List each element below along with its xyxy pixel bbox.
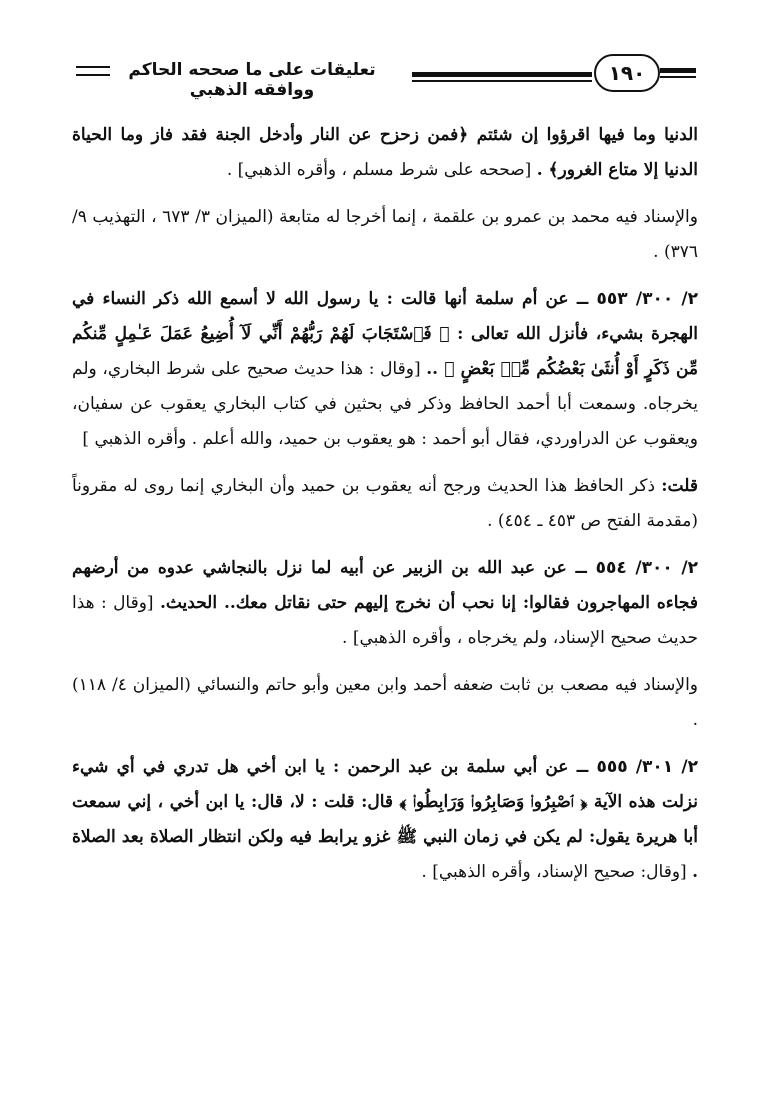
hadith-number: ٢/ ٣٠٠/ ٥٥٣ ــ (576, 289, 698, 309)
commentary-label: قلت: (661, 476, 698, 496)
paragraph (72, 750, 698, 890)
hadith-text: الدنيا وما فيها اقرؤوا إن شئتم ﴿فمن زحزح عن النار وأدخل الجنة فقد فاز وما الحياة الدنيا إلا متاع الغرور﴾ . (72, 125, 698, 180)
grading-note: [وقال : هذا حديث صحيح على شرط البخاري، ولم يخرجاه. وسمعت أبا أحمد الحافظ وذكر في بحثين في كتاب البخاري يعقوب عن سفيان، ويعقوب عن الدراوردي، فقال أبو أحمد : هو يعقوب بن حميد، والله أعلم . وأقره الذهبي ] (72, 359, 698, 449)
hadith-text: عن أبي سلمة بن عبد الرحمن : يا ابن أخي هل تدري في أي شيء نزلت هذه الآية ﴿ ٱصْبِرُوا۟ وَصَابِرُوا۟ وَرَابِطُوا۟ ﴾ قال: قلت : لا، قال: يا ابن أخي ، إني سمعت أبا هريرة يقول: لم يكن في زمان النبي ﷺ غزو يرابط فيه ولكن انتظار الصلاة بعد الصلاة . (72, 757, 698, 882)
paragraph (72, 282, 698, 457)
book-title: تعليقات على ما صححه الحاكم ووافقه الذهبي (128, 60, 376, 100)
page-header (76, 52, 696, 98)
hadith-text: عن عبد الله بن الزبير عن أبيه لما نزل بالنجاشي عدوه من أرضهم فجاءه المهاجرون فقالوا: إنا نحب أن نخرج إليهم حتى نقاتل معك.. الحديث. (72, 558, 698, 613)
grading-note: [وقال : هذا حديث صحيح الإسناد، ولم يخرجاه ، وأقره الذهبي] . (72, 593, 698, 648)
header-rule (660, 76, 696, 78)
paragraph (72, 469, 698, 539)
paragraph (72, 118, 698, 188)
grading-note: [صححه على شرط مسلم ، وأقره الذهبي] . (226, 160, 537, 180)
paragraph (72, 551, 698, 656)
header-rule (660, 68, 696, 73)
page-number: ١٩٠ (594, 54, 660, 92)
commentary: والإسناد فيه محمد بن عمرو بن علقمة ، إنما أخرجا له متابعة (الميزان ٣/ ٦٧٣ ، التهذيب ٩/ ٣٧٦) . (72, 207, 698, 262)
hadith-text: عن أم سلمة أنها قالت : يا رسول الله لا أسمع الله ذكر النساء في الهجرة بشيء، فأنزل الله تعالى : ﴿ فَٱسْتَجَابَ لَهُمْ رَبُّهُمْ أَنِّي لَآ أُضِيعُ عَمَلَ عَـٰمِلٍ مِّنكُم مِّن ذَكَرٍ أَوْ أُنثَىٰ بَعْضُكُم مِّنۢ بَعْضٍ ﴾ .. (72, 289, 698, 379)
paragraph (72, 668, 698, 738)
commentary: ذكر الحافظ هذا الحديث ورجح أنه يعقوب بن حميد وأن البخاري إنما روى له مقروناً (مقدمة الفتح ص ٤٥٣ ـ ٤٥٤) . (72, 476, 698, 531)
grading-note: [وقال: صحيح الإسناد، وأقره الذهبي] . (421, 862, 693, 882)
page-body (72, 118, 698, 902)
commentary: والإسناد فيه مصعب بن ثابت ضعفه أحمد وابن معين وأبو حاتم والنسائي (الميزان ٤/ ١١٨) . (72, 675, 698, 730)
header-rule (412, 72, 592, 77)
hadith-number: ٢/ ٣٠٠/ ٥٥٤ ــ (575, 558, 699, 578)
header-rule (412, 80, 592, 82)
paragraph (72, 200, 698, 270)
hadith-number: ٢/ ٣٠١/ ٥٥٥ ــ (576, 757, 698, 777)
